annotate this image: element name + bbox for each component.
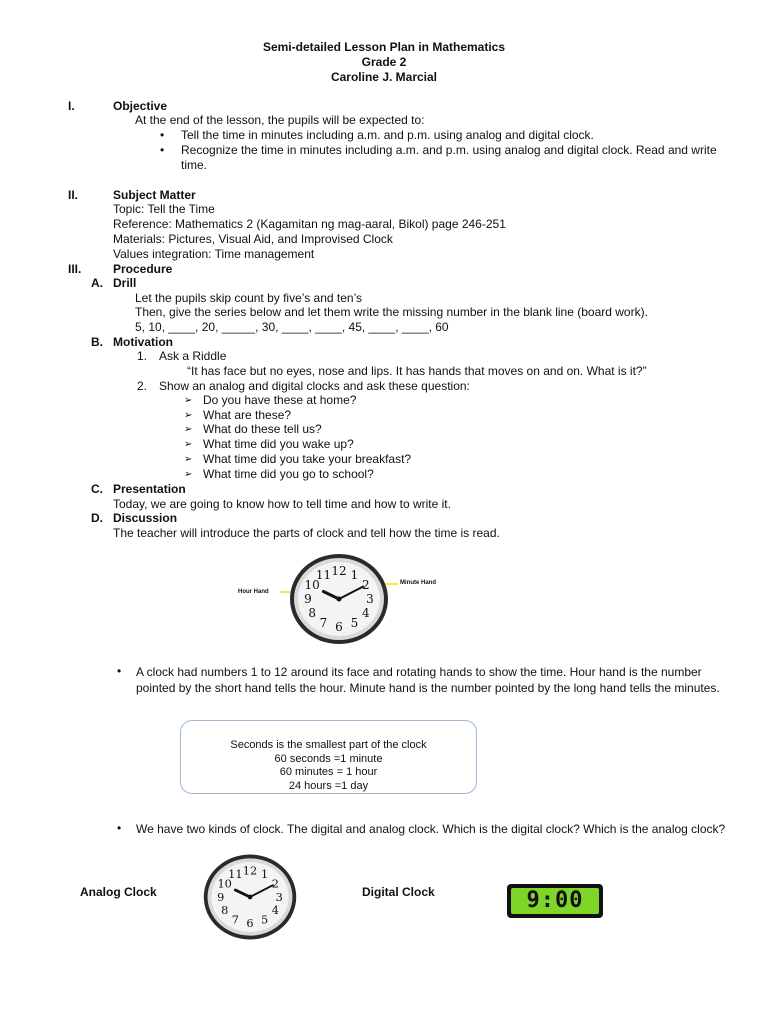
presentation-letter: C. <box>91 482 103 496</box>
arrow-bullet-icon: ➢ <box>184 439 193 450</box>
objective-heading: Objective <box>113 99 168 113</box>
arrow-bullet-icon: ➢ <box>184 454 193 465</box>
arrow-bullet-icon: ➢ <box>184 424 193 435</box>
clock-number: 12 <box>242 863 258 878</box>
bullet-icon: • <box>160 143 165 157</box>
clock-number: 10 <box>304 578 320 592</box>
riddle-text: “It has face but no eyes, nose and lips. It has hands that moves on and on. What is it?” <box>187 364 647 378</box>
question-item: Do you have these at home? <box>203 393 357 407</box>
question-item: What are these? <box>203 408 292 422</box>
clock-number: 5 <box>350 616 359 631</box>
question-item: What time did you take your breakfast? <box>203 452 412 466</box>
clock-number: 11 <box>315 567 332 582</box>
hour-hand-label: Hour Hand <box>238 589 269 595</box>
clock-number: 4 <box>271 902 279 917</box>
clock-number: 2 <box>362 578 370 592</box>
motivation-item-2: Show an analog and digital clocks and ask these question: <box>159 379 470 393</box>
subject-reference: Reference: Mathematics 2 (Kagamitan ng mag-aaral, Bikol) page 246-251 <box>113 217 506 231</box>
clock-number: 6 <box>246 916 254 931</box>
arrow-bullet-icon: ➢ <box>184 395 193 406</box>
document-title: Semi-detailed Lesson Plan in Mathematics <box>262 40 506 54</box>
drill-heading: Drill <box>113 276 137 290</box>
subject-heading: Subject Matter <box>113 188 196 202</box>
presentation-heading: Presentation <box>113 482 186 496</box>
box-line-3: 60 minutes = 1 hour <box>279 766 378 778</box>
analog-clock-icon <box>200 850 300 944</box>
clock-number: 4 <box>362 606 370 620</box>
clock-number: 3 <box>366 592 374 606</box>
clock-number: 8 <box>308 606 316 620</box>
drill-letter: A. <box>91 276 103 290</box>
clock-number: 9 <box>304 592 312 606</box>
objective-intro: At the end of the lesson, the pupils will be expected to: <box>135 113 425 127</box>
clock-number: 8 <box>221 902 229 917</box>
clock-number: 2 <box>271 876 279 891</box>
drill-series: 5, 10, ____, 20, _____, 30, ____, ____, 45, ____, ____, 60 <box>135 320 449 334</box>
wall-clock-icon <box>286 551 392 647</box>
drill-line-2: Then, give the series below and let them write the missing number in the blank line (board work). <box>135 305 648 319</box>
question-item: What time did you go to school? <box>203 467 374 481</box>
drill-line-1: Let the pupils skip count by five’s and ten’s <box>135 291 363 305</box>
clock-number: 7 <box>319 616 328 631</box>
clock-number: 3 <box>275 889 283 904</box>
procedure-numeral: III. <box>68 262 82 276</box>
question-item: What time did you wake up? <box>203 437 354 451</box>
clock-number: 7 <box>231 912 239 927</box>
arrow-bullet-icon: ➢ <box>184 410 193 421</box>
clock-explanation: A clock had numbers 1 to 12 around its face and rotating hands to show the time. Hour hand is the number pointed by the short hand tells the hour. Minute hand is the number pointed by the long hand tells the minutes. <box>136 665 720 695</box>
analog-clock-label: Analog Clock <box>80 885 157 899</box>
bullet-icon: • <box>117 664 122 678</box>
motivation-item-2-number: 2. <box>137 379 148 393</box>
procedure-heading: Procedure <box>113 262 173 276</box>
discussion-text: The teacher will introduce the parts of clock and tell how the time is read. <box>113 526 500 540</box>
clock-number: 10 <box>217 876 232 891</box>
question-item: What do these tell us? <box>203 422 322 436</box>
subject-numeral: II. <box>68 188 79 202</box>
document-grade: Grade 2 <box>361 55 407 69</box>
subject-materials: Materials: Pictures, Visual Aid, and Improvised Clock <box>113 232 393 246</box>
objective-bullet-2: Recognize the time in minutes including a.m. and p.m. using analog and digital clock. Read and write time. <box>181 143 717 172</box>
presentation-text: Today, we are going to know how to tell time and how to write it. <box>113 497 451 511</box>
discussion-heading: Discussion <box>113 511 178 525</box>
bullet-icon: • <box>160 128 165 142</box>
clock-number: 5 <box>261 912 269 927</box>
clock-number: 6 <box>335 620 343 634</box>
digital-clock-label: Digital Clock <box>362 885 435 899</box>
clock-number: 11 <box>228 866 243 881</box>
discussion-letter: D. <box>91 511 103 525</box>
clock-kinds-text: We have two kinds of clock. The digital and analog clock. Which is the digital clock? Which is the analog clock? <box>136 822 726 836</box>
minute-hand-label: Minute Hand <box>400 580 436 586</box>
objective-numeral: I. <box>68 99 75 113</box>
document-author: Caroline J. Marcial <box>330 70 438 84</box>
clock-center-pin <box>248 895 253 900</box>
box-line-1: Seconds is the smallest part of the clock <box>230 739 427 751</box>
motivation-item-1-number: 1. <box>137 349 148 363</box>
arrow-bullet-icon: ➢ <box>184 469 193 480</box>
bullet-icon: • <box>117 821 122 835</box>
clock-number: 1 <box>261 866 269 881</box>
clock-number: 12 <box>331 564 347 578</box>
subject-topic: Topic: Tell the Time <box>113 202 215 216</box>
motivation-heading: Motivation <box>113 335 173 349</box>
box-line-4: 24 hours =1 day <box>288 779 369 792</box>
digital-clock-display: 9:00 <box>511 888 599 914</box>
clock-number: 9 <box>217 889 225 904</box>
motivation-item-1: Ask a Riddle <box>159 349 227 363</box>
digital-clock-icon <box>507 884 603 918</box>
objective-bullet-1: Tell the time in minutes including a.m. and p.m. using analog and digital clock. <box>181 128 594 142</box>
clock-number: 1 <box>350 567 359 582</box>
box-line-2: 60 seconds =1 minute <box>274 752 383 765</box>
motivation-letter: B. <box>91 335 103 349</box>
subject-values: Values integration: Time management <box>113 247 315 261</box>
time-units-box <box>180 720 477 794</box>
clock-center-pin <box>337 597 342 602</box>
